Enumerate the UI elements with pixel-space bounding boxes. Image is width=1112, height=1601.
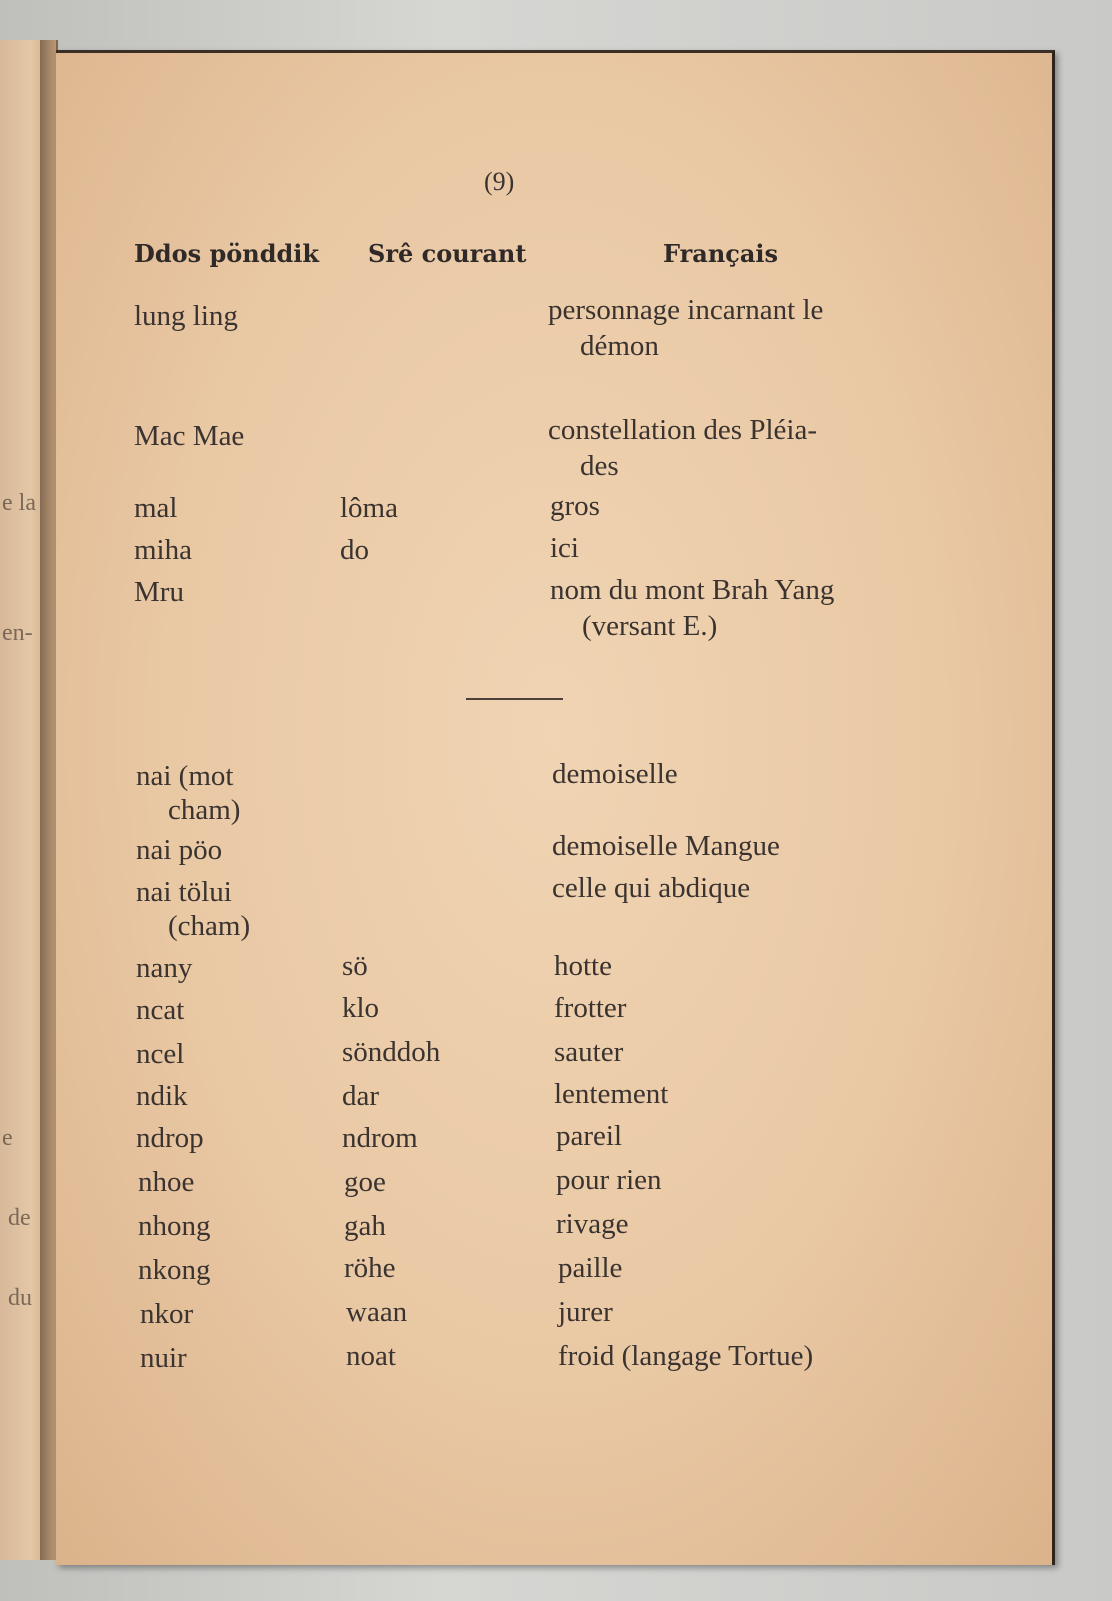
french-gloss: personnage incarnant le (548, 294, 824, 326)
french-gloss: ici (550, 532, 579, 564)
sre-term: noat (346, 1340, 396, 1372)
sre-term: goe (344, 1166, 386, 1198)
french-gloss: gros (550, 490, 600, 522)
page-number: (9) (484, 167, 515, 196)
french-gloss: constellation des Pléia- (548, 414, 817, 446)
sre-term: sönddoh (342, 1036, 441, 1068)
ddos-term: nhong (138, 1210, 211, 1242)
header-francais: Français (663, 239, 779, 268)
ddos-term: ncat (136, 994, 185, 1026)
ddos-term: nai (mot (136, 760, 234, 792)
french-gloss: sauter (554, 1036, 624, 1068)
french-gloss: pour rien (556, 1164, 662, 1196)
french-gloss: hotte (554, 950, 612, 982)
section-separator (466, 698, 563, 700)
sre-term: gah (344, 1210, 386, 1242)
ddos-term: mal (134, 492, 178, 524)
french-gloss: nom du mont Brah Yang (550, 574, 835, 606)
ddos-term: ncel (136, 1038, 185, 1070)
ddos-term: Mru (134, 576, 184, 608)
ddos-term-cont: (cham) (168, 910, 251, 942)
french-gloss: frotter (554, 992, 627, 1024)
french-gloss: rivage (556, 1208, 629, 1240)
ddos-term: nkong (138, 1254, 211, 1286)
header-ddos: Ddos pönddik (134, 239, 320, 268)
ddos-term-cont: cham) (168, 794, 241, 826)
french-gloss: froid (langage Tortue) (558, 1340, 814, 1372)
ddos-term: nhoe (138, 1166, 195, 1198)
left-page-fragment: de (8, 1205, 31, 1231)
left-page-fragment: e (2, 1125, 13, 1151)
ddos-term: miha (134, 534, 192, 566)
ddos-term: ndik (136, 1080, 188, 1112)
french-gloss: lentement (554, 1078, 669, 1110)
french-gloss: jurer (558, 1296, 613, 1328)
sre-term: sö (342, 950, 368, 982)
ddos-term: nkor (140, 1298, 194, 1330)
french-gloss: pareil (556, 1120, 623, 1152)
ddos-term: nai pöo (136, 834, 223, 866)
left-page-fragment: en- (2, 620, 33, 646)
ddos-term: nany (136, 952, 193, 984)
left-page-fragment: e la (2, 490, 36, 516)
french-gloss: demoiselle (552, 758, 678, 790)
ddos-term: ndrop (136, 1122, 204, 1154)
french-gloss: celle qui abdique (552, 872, 751, 904)
sre-term: klo (342, 992, 380, 1024)
french-gloss: demoiselle Mangue (552, 830, 780, 862)
sre-term: do (340, 534, 369, 566)
french-gloss-cont: (versant E.) (582, 610, 718, 642)
sre-term: lôma (340, 492, 398, 524)
french-gloss-cont: des (580, 450, 619, 482)
header-sre: Srê courant (368, 239, 527, 268)
ddos-term: nai tölui (136, 876, 232, 908)
french-gloss-cont: démon (580, 330, 659, 362)
left-page-fragment: du (8, 1285, 32, 1311)
sre-term: waan (346, 1296, 408, 1328)
sre-term: dar (342, 1080, 380, 1112)
book-page (56, 50, 1055, 1565)
french-gloss: paille (558, 1252, 623, 1284)
ddos-term: nuir (140, 1342, 187, 1374)
ddos-term: Mac Mae (134, 420, 245, 452)
sre-term: ndrom (342, 1122, 418, 1154)
ddos-term: lung ling (134, 300, 238, 332)
sre-term: röhe (344, 1252, 396, 1284)
